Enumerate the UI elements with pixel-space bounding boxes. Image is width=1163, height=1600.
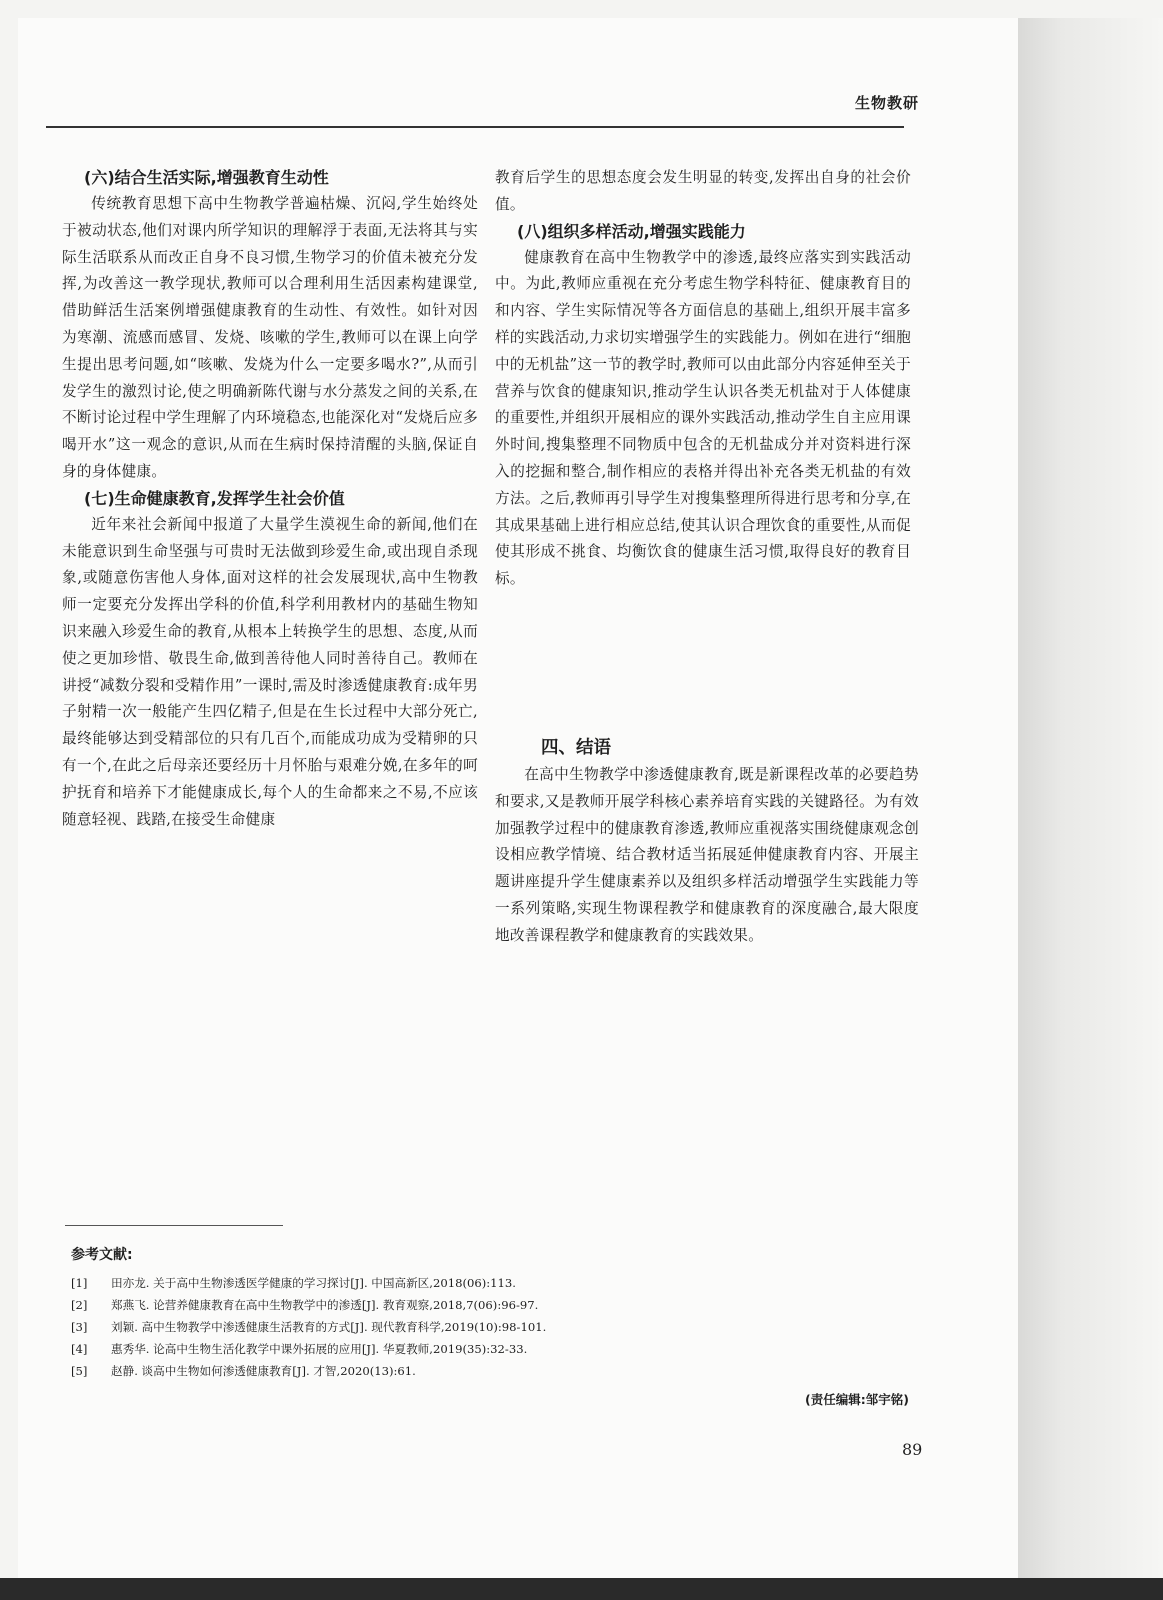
section-7-heading: (七)生命健康教育,发挥学生社会价值 [84, 488, 345, 508]
section-8-paragraph: 健康教育在高中生物教学中的渗透,最终应落实到实践活动中。为此,教师应重视在充分考虑生物学科特征、健康教育目的和内容、学生实际情况等各方面信息的基础上,组织开展丰富多样的实践活动,力求切实增强学生的实践能力。例如在进行“细胞中的无机盐”这一节的教学时,教师可以由此部分内容延伸至关于营养与饮食的健康知识,推动学生认识各类无机盐对于人体健康的重要性,并组织开展相应的课外实践活动,推动学生自主应用课外时间,搜集整理不同物质中包含的无机盐成分并对资料进行深入的挖掘和整合,制作相应的表格并得出补充各类无机盐的有效方法。之后,教师再引导学生对搜集整理所得进行思考和分享,在其成果基础上进行相应总结,使其认识合理饮食的重要性,从而促使其形成不挑食、均衡饮食的健康生活习惯,取得良好的教育目标。 [495, 248, 911, 588]
responsible-editor: (责任编辑:邹宇铭) [805, 1392, 909, 1407]
reference-number: [3] [71, 1320, 88, 1334]
reference-item [71, 1360, 771, 1382]
section-7-continuation: 教育后学生的思想态度会发生明显的转变,发挥出自身的社会价值。 [495, 169, 911, 213]
header-rule [46, 126, 904, 128]
reference-text: 惠秀华. 论高中生物生活化教学中课外拓展的应用[J]. 华夏教师,2019(35):32-33. [111, 1342, 528, 1356]
left-column [62, 165, 478, 833]
section-7-paragraph: 近年来社会新闻中报道了大量学生漠视生命的新闻,他们在未能意识到生命坚强与可贵时无法做到珍爱生命,或出现自杀现象,或随意伤害他人身体,面对这样的社会发展现状,高中生物教师一定要充分发挥出学科的价值,科学利用教材内的基础生物知识来融入珍爱生命的教育,从根本上转换学生的思想、态度,从而使之更加珍惜、敬畏生命,做到善待他人同时善待自己。教师在讲授“减数分裂和受精作用”一课时,需及时渗透健康教育:成年男子射精一次一般能产生四亿精子,但是在生长过程中大部分死亡,最终能够达到受精部位的只有几百个,而能成功成为受精卵的只有一个,在此之后母亲还要经历十月怀胎与艰难分娩,在多年的呵护抚育和培养下才能健康成长,每个人的生命都来之不易,不应该随意轻视、践踏,在接受生命健康 [62, 515, 478, 828]
reference-item [71, 1294, 771, 1316]
running-head: 生物教研 [855, 94, 920, 112]
scan-bottom-edge [0, 1578, 1163, 1600]
section-8-heading: (八)组织多样活动,增强实践能力 [517, 221, 746, 241]
references-rule [65, 1225, 283, 1226]
right-column-upper [495, 165, 911, 593]
reference-number: [5] [71, 1364, 88, 1378]
book-spine-shadow [1018, 18, 1163, 1578]
reference-number: [1] [71, 1276, 88, 1290]
section-6-heading: (六)结合生活实际,增强教育生动性 [84, 168, 329, 187]
page-number: 89 [902, 1440, 923, 1459]
reference-text: 赵静. 谈高中生物如何渗透健康教育[J]. 才智,2020(13):61. [111, 1364, 416, 1378]
section-6-paragraph: 传统教育思想下高中生物教学普遍枯燥、沉闷,学生始终处于被动状态,他们对课内所学知识的理解浮于表面,无法将其与实际生活联系从而改正自身不良习惯,生物学习的价值未被充分发挥,为改善这一教学现状,教师可以合理利用生活因素构建课堂,借助鲜活生活案例增强健康教育的生动性、有效性。如针对因为寒潮、流感而感冒、发烧、咳嗽的学生,教师可以在课上向学生提出思考问题,如“咳嗽、发烧为什么一定要多喝水?”,从而引发学生的激烈讨论,使之明确新陈代谢与水分蒸发之间的关系,在不断讨论过程中学生理解了内环境稳态,也能深化对“发烧后应多喝开水”这一观念的意识,从而在生病时保持清醒的头脑,保证自身的身体健康。 [62, 195, 478, 480]
reference-text: 刘颖. 高中生物教学中渗透健康生活教育的方式[J]. 现代教育科学,2019(10):98-101. [111, 1320, 547, 1334]
reference-item [71, 1338, 771, 1360]
conclusion-paragraph: 在高中生物教学中渗透健康教育,既是新课程改革的必要趋势和要求,又是教师开展学科核心素养培育实践的关键路径。为有效加强教学过程中的健康教育渗透,教师应重视落实围绕健康观念创设相应教学情境、结合教材适当拓展延伸健康教育内容、开展主题讲座提升学生健康素养以及组织多样活动增强学生实践能力等一系列策略,实现生物课程教学和健康教育的深度融合,最大限度地改善课程教学和健康教育的实践效果。 [495, 766, 919, 944]
reference-text: 郑燕飞. 论营养健康教育在高中生物教学中的渗透[J]. 教育观察,2018,7(06):96-97. [111, 1298, 539, 1312]
references [71, 1244, 771, 1382]
reference-number: [4] [71, 1342, 88, 1356]
reference-item [71, 1316, 771, 1338]
reference-number: [2] [71, 1298, 88, 1312]
right-column-lower [495, 734, 919, 950]
conclusion-heading: 四、结语 [541, 738, 611, 758]
reference-item [71, 1272, 771, 1294]
reference-text: 田亦龙. 关于高中生物渗透医学健康的学习探讨[J]. 中国高新区,2018(06):113. [111, 1276, 516, 1290]
references-title: 参考文献: [71, 1247, 133, 1263]
